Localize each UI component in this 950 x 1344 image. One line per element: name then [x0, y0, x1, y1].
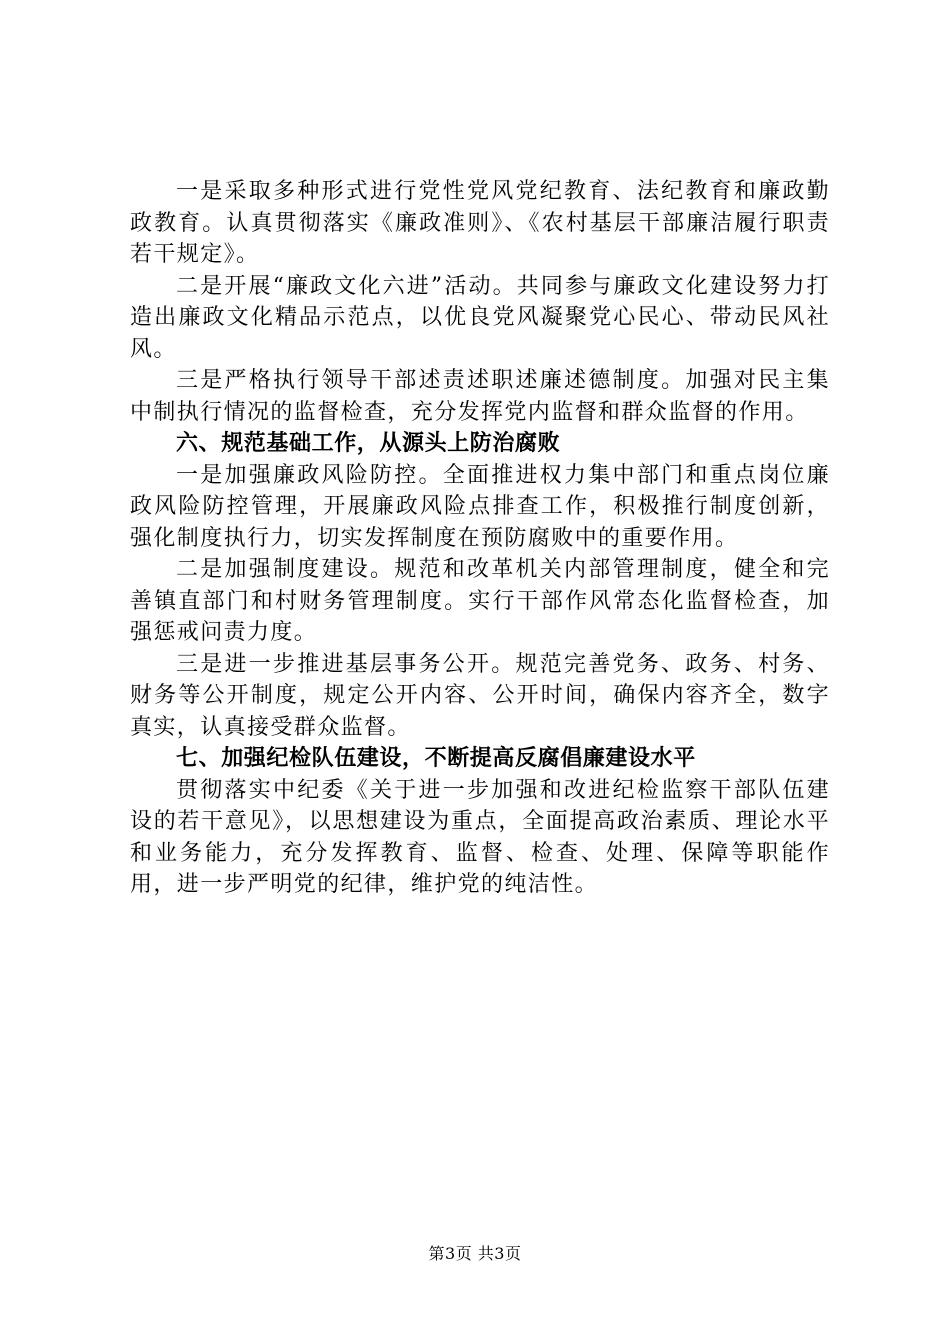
- section-heading-7: 七、加强纪检队伍建设，不断提高反腐倡廉建设水平: [176, 746, 696, 771]
- page-footer: [0, 1244, 950, 1264]
- paragraph-4: 一是加强廉政风险防控。全面推进权力集中部门和重点岗位廉政风险防控管理，开展廉政风险点排查工作，积极推行制度创新，强化制度执行力，切实发挥制度在预防腐败中的重要作用。: [130, 462, 830, 551]
- section-heading-6: 六、规范基础工作，从源头上防治腐败: [176, 431, 561, 456]
- paragraph-7: 贯彻落实中纪委《关于进一步加强和改进纪检监察干部队伍建设的若干意见》，以思想建设为重点，全面提高政治素质、理论水平和业务能力，充分发挥教育、监督、检查、处理、保障等职能作用，进一步严明党的纪律，维护党的纯洁性。: [130, 777, 830, 897]
- paragraph-1: 一是采取多种形式进行党性党风党纪教育、法纪教育和廉政勤政教育。认真贯彻落实《廉政准则》、《农村基层干部廉洁履行职责若干规定》。: [130, 179, 830, 267]
- paragraph-5: 二是加强制度建设。规范和改革机关内部管理制度，健全和完善镇直部门和村财务管理制度。实行干部作风常态化监督检查，加强惩戒问责力度。: [130, 557, 830, 645]
- paragraph-3: 三是严格执行领导干部述责述职述廉述德制度。加强对民主集中制执行情况的监督检查，充分发挥党内监督和群众监督的作用。: [130, 368, 830, 425]
- paragraph-2: 二是开展“廉政文化六进”活动。共同参与廉政文化建设努力打造出廉政文化精品示范点，以优良党风凝聚党心民心、带动民风社风。: [130, 273, 830, 362]
- paragraph-6: 三是进一步推进基层事务公开。规范完善党务、政务、村务、财务等公开制度，规定公开内容、公开时间，确保内容齐全，数字真实，认真接受群众监督。: [130, 651, 830, 740]
- document-body: [130, 176, 830, 901]
- page-number: 第3页 共3页: [428, 1244, 522, 1263]
